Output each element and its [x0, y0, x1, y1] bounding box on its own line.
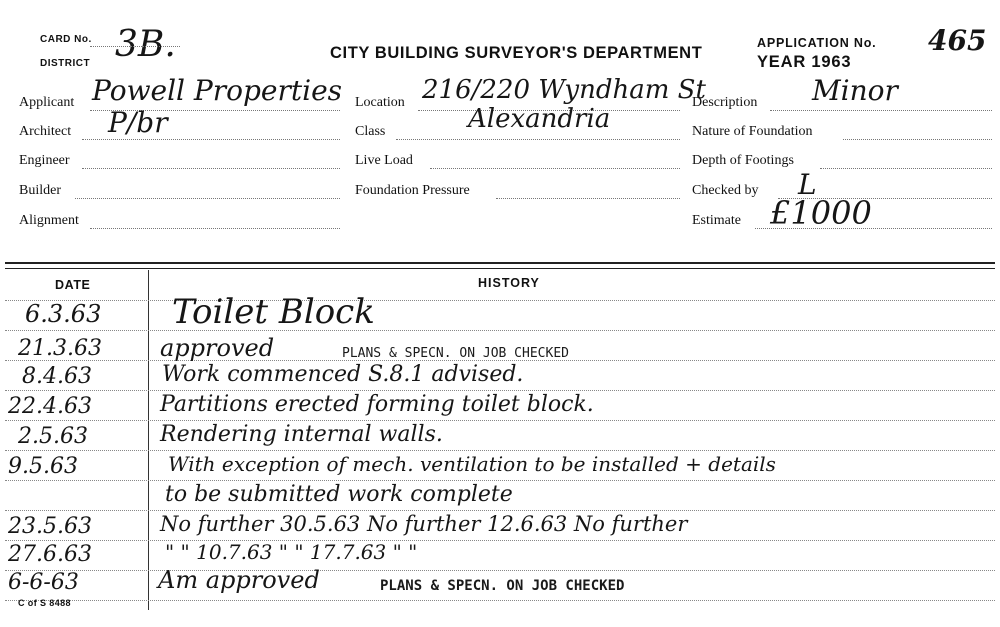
class-value: Alexandria [468, 104, 611, 134]
estimate-value: £1000 [770, 194, 872, 232]
history-stamp: PLANS & SPECN. ON JOB CHECKED [342, 346, 569, 361]
date-header: DATE [55, 278, 91, 292]
history-date: 6.3.63 [25, 300, 102, 328]
history-entry: Toilet Block [172, 292, 375, 332]
live-load-label: Live Load [355, 153, 413, 168]
applicant-value: Powell Properties [92, 74, 343, 107]
row-line [5, 450, 995, 451]
district-label: DISTRICT [40, 58, 91, 69]
history-entry: Partitions erected forming toilet block. [160, 392, 594, 417]
history-header: HISTORY [478, 276, 540, 290]
row-line [5, 600, 995, 601]
location-label: Location [355, 95, 405, 110]
engineer-label: Engineer [19, 153, 70, 168]
application-label: APPLICATION No. [757, 36, 877, 50]
architect-value: P/br [108, 106, 168, 139]
card-no-label: CARD No. [40, 34, 92, 45]
row-line [5, 570, 995, 571]
estimate-label: Estimate [692, 213, 741, 228]
row-line [5, 540, 995, 541]
history-stamp: PLANS & SPECN. ON JOB CHECKED [380, 578, 625, 594]
checked-by-label: Checked by [692, 183, 759, 198]
history-date: 27.6.63 [8, 542, 92, 567]
row-line [5, 300, 995, 301]
description-value: Minor [812, 74, 898, 107]
year-label: YEAR 1963 [757, 53, 852, 71]
history-entry: " " 10.7.63 " " 17.7.63 " " [165, 540, 418, 564]
history-entry: Rendering internal walls. [160, 422, 443, 447]
applicant-label: Applicant [19, 95, 75, 110]
depth-of-footings-label: Depth of Footings [692, 153, 794, 168]
row-line [5, 420, 995, 421]
row-line [5, 480, 995, 481]
history-date: 2.5.63 [18, 424, 88, 449]
location-value: 216/220 Wyndham St [422, 75, 706, 105]
history-date: 21.3.63 [18, 336, 102, 361]
history-entry: Work commenced S.8.1 advised. [162, 362, 524, 387]
nature-of-foundation-label: Nature of Foundation [692, 124, 813, 139]
history-date: 9.5.63 [8, 454, 78, 479]
row-line [5, 330, 995, 331]
checked-by-value: L [798, 168, 817, 201]
history-date: 23.5.63 [8, 514, 92, 539]
card-no-value: 3B. [115, 24, 176, 65]
section-divider [5, 262, 995, 264]
builder-label: Builder [19, 183, 61, 198]
history-date: 6-6-63 [8, 570, 79, 595]
architect-label: Architect [19, 124, 72, 139]
history-entry: to be submitted work complete [165, 482, 513, 507]
history-date: 8.4.63 [22, 364, 92, 389]
row-line [5, 390, 995, 391]
application-no-value: 465 [928, 24, 987, 57]
department-title: CITY BUILDING SURVEYOR'S DEPARTMENT [330, 44, 703, 62]
description-label: Description [692, 95, 758, 110]
history-entry: No further 30.5.63 No further 12.6.63 No further [160, 512, 688, 536]
history-entry: With exception of mech. ventilation to be installed + details [168, 452, 776, 476]
row-line [5, 510, 995, 511]
column-separator [148, 270, 149, 610]
alignment-label: Alignment [19, 213, 79, 228]
foundation-pressure-label: Foundation Pressure [355, 183, 470, 198]
form-number: C of S 8488 [18, 598, 71, 608]
class-label: Class [355, 124, 386, 139]
history-date: 22.4.63 [8, 394, 92, 419]
history-entry: approved [160, 334, 275, 362]
section-divider-thin [5, 268, 995, 269]
history-entry: Am approved [158, 566, 320, 594]
